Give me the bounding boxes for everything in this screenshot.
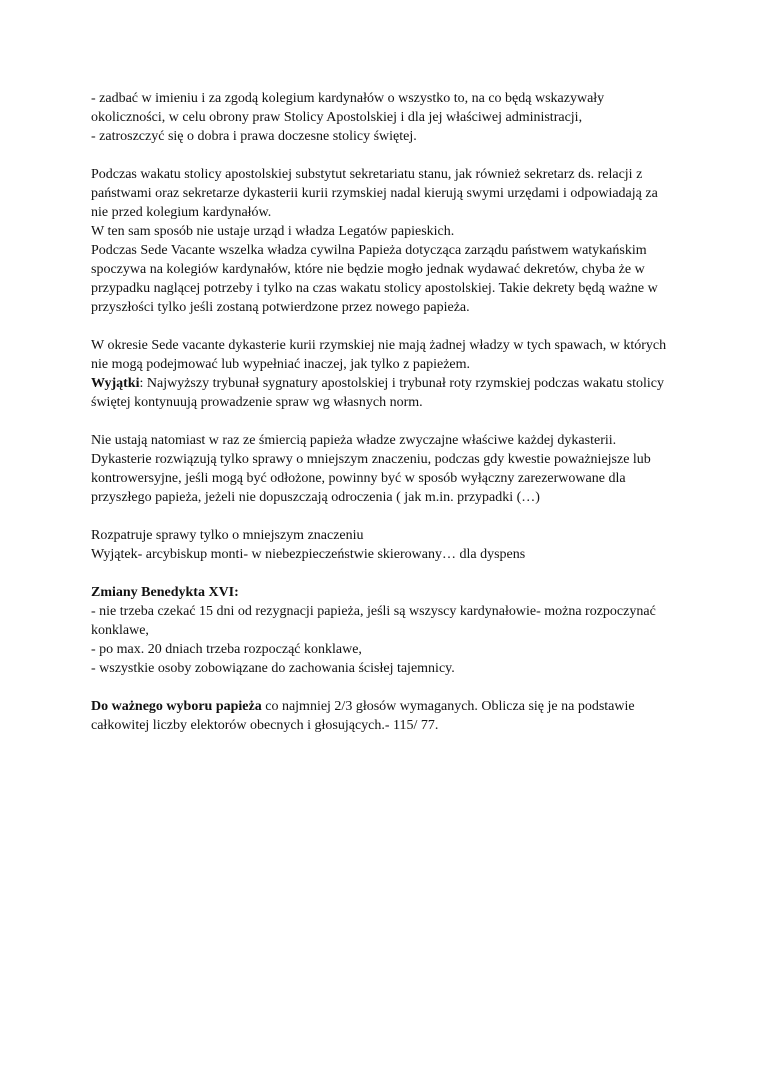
text-line: Nie ustają natomiast w raz ze śmiercią papieża władze zwyczajne właściwe każdej dykasterii.: [91, 433, 617, 448]
paragraph-vacancy-offices: [91, 165, 691, 317]
text-line: nie przed kolegium kardynałów.: [91, 205, 272, 220]
valid-election-line: [91, 697, 691, 716]
text-line: całkowitej liczby elektorów obecnych i głosujących.- 115/ 77.: [91, 718, 439, 733]
text-line: W ten sam sposób nie ustaje urząd i władza Legatów papieskich.: [91, 224, 455, 239]
paragraph-dicasteries-power: [91, 336, 691, 412]
valid-election-text: co najmniej 2/3 głosów wymaganych. Oblicza się je na podstawie: [261, 699, 635, 714]
text-line: kontrowersyjne, jeśli mogą być odłożone, powinny być w sposób wyłączny zarezerwowane dla: [91, 471, 626, 486]
paragraph-ordinary-powers: [91, 431, 691, 507]
text-line: państwami oraz sekretarze dykasterii kurii rzymskiej nadal kierują swymi urzędami i odpowiadają za: [91, 186, 658, 201]
text-line: nie mogą podejmować lub wypełniać inaczej, jak tylko z papieżem.: [91, 357, 471, 372]
text-line: Wyjątek- arcybiskup monti- w niebezpieczeństwie skierowany… dla dyspens: [91, 547, 526, 562]
exceptions-label: Wyjątki: [91, 376, 140, 391]
text-line: konklawe,: [91, 623, 149, 638]
text-line: Dykasterie rozwiązują tylko sprawy o mniejszym znaczeniu, podczas gdy kwestie poważniejsze lub: [91, 452, 651, 467]
paragraph-duties: [91, 89, 691, 146]
text-line: okoliczności, w celu obrony praw Stolicy Apostolskiej i dla jej właściwej administracji,: [91, 110, 583, 125]
text-line: - po max. 20 dniach trzeba rozpocząć konklawe,: [91, 642, 362, 657]
text-line: spoczywa na kolegiów kardynałów, które nie będzie mogło jednak wydawać dekretów, chyba że w: [91, 262, 645, 277]
text-line: - zatroszczyć się o dobra i prawa doczesne stolicy świętej.: [91, 129, 417, 144]
text-line: Rozpatruje sprawy tylko o mniejszym znaczeniu: [91, 528, 364, 543]
text-line: - zadbać w imieniu i za zgodą kolegium kardynałów o wszystko to, na co będą wskazywały: [91, 91, 605, 106]
section-heading: Zmiany Benedykta XVI:: [91, 585, 239, 600]
text-line: Podczas Sede Vacante wszelka władza cywilna Papieża dotycząca zarządu państwem watykańskim: [91, 243, 647, 258]
text-line: - wszystkie osoby zobowiązane do zachowania ścisłej tajemnicy.: [91, 661, 455, 676]
exceptions-line: [91, 374, 691, 393]
text-line: - nie trzeba czekać 15 dni od rezygnacji papieża, jeśli są wszyscy kardynałowie- można rozpoczynać: [91, 604, 656, 619]
paragraph-benedict-changes: [91, 583, 691, 678]
text-line: przyszłego papieża, jeżeli nie dopuszczają odroczenia ( jak m.in. przypadki (…): [91, 490, 540, 505]
text-line: świętej kontynuują prowadzenie spraw wg własnych norm.: [91, 395, 423, 410]
text-line: W okresie Sede vacante dykasterie kurii rzymskiej nie mają żadnej władzy w tych spawach, w których: [91, 338, 667, 353]
text-line: Podczas wakatu stolicy apostolskiej substytut sekretariatu stanu, jak również sekretarz ds. relacji z: [91, 167, 643, 182]
paragraph-valid-election: [91, 697, 691, 735]
paragraph-minor-matters: [91, 526, 691, 564]
text-line: przypadku naglącej potrzeby i tylko na czas wakatu stolicy apostolskiej. Takie dekrety będą ważne w: [91, 281, 658, 296]
document-body: [91, 89, 691, 754]
exceptions-text: : Najwyższy trybunał sygnatury apostolskiej i trybunał roty rzymskiej podczas wakatu stolicy: [139, 376, 664, 391]
valid-election-lead: Do ważnego wyboru papieża: [91, 699, 262, 714]
text-line: przyszłości tylko jeśli zostaną potwierdzone przez nowego papieża.: [91, 300, 470, 315]
